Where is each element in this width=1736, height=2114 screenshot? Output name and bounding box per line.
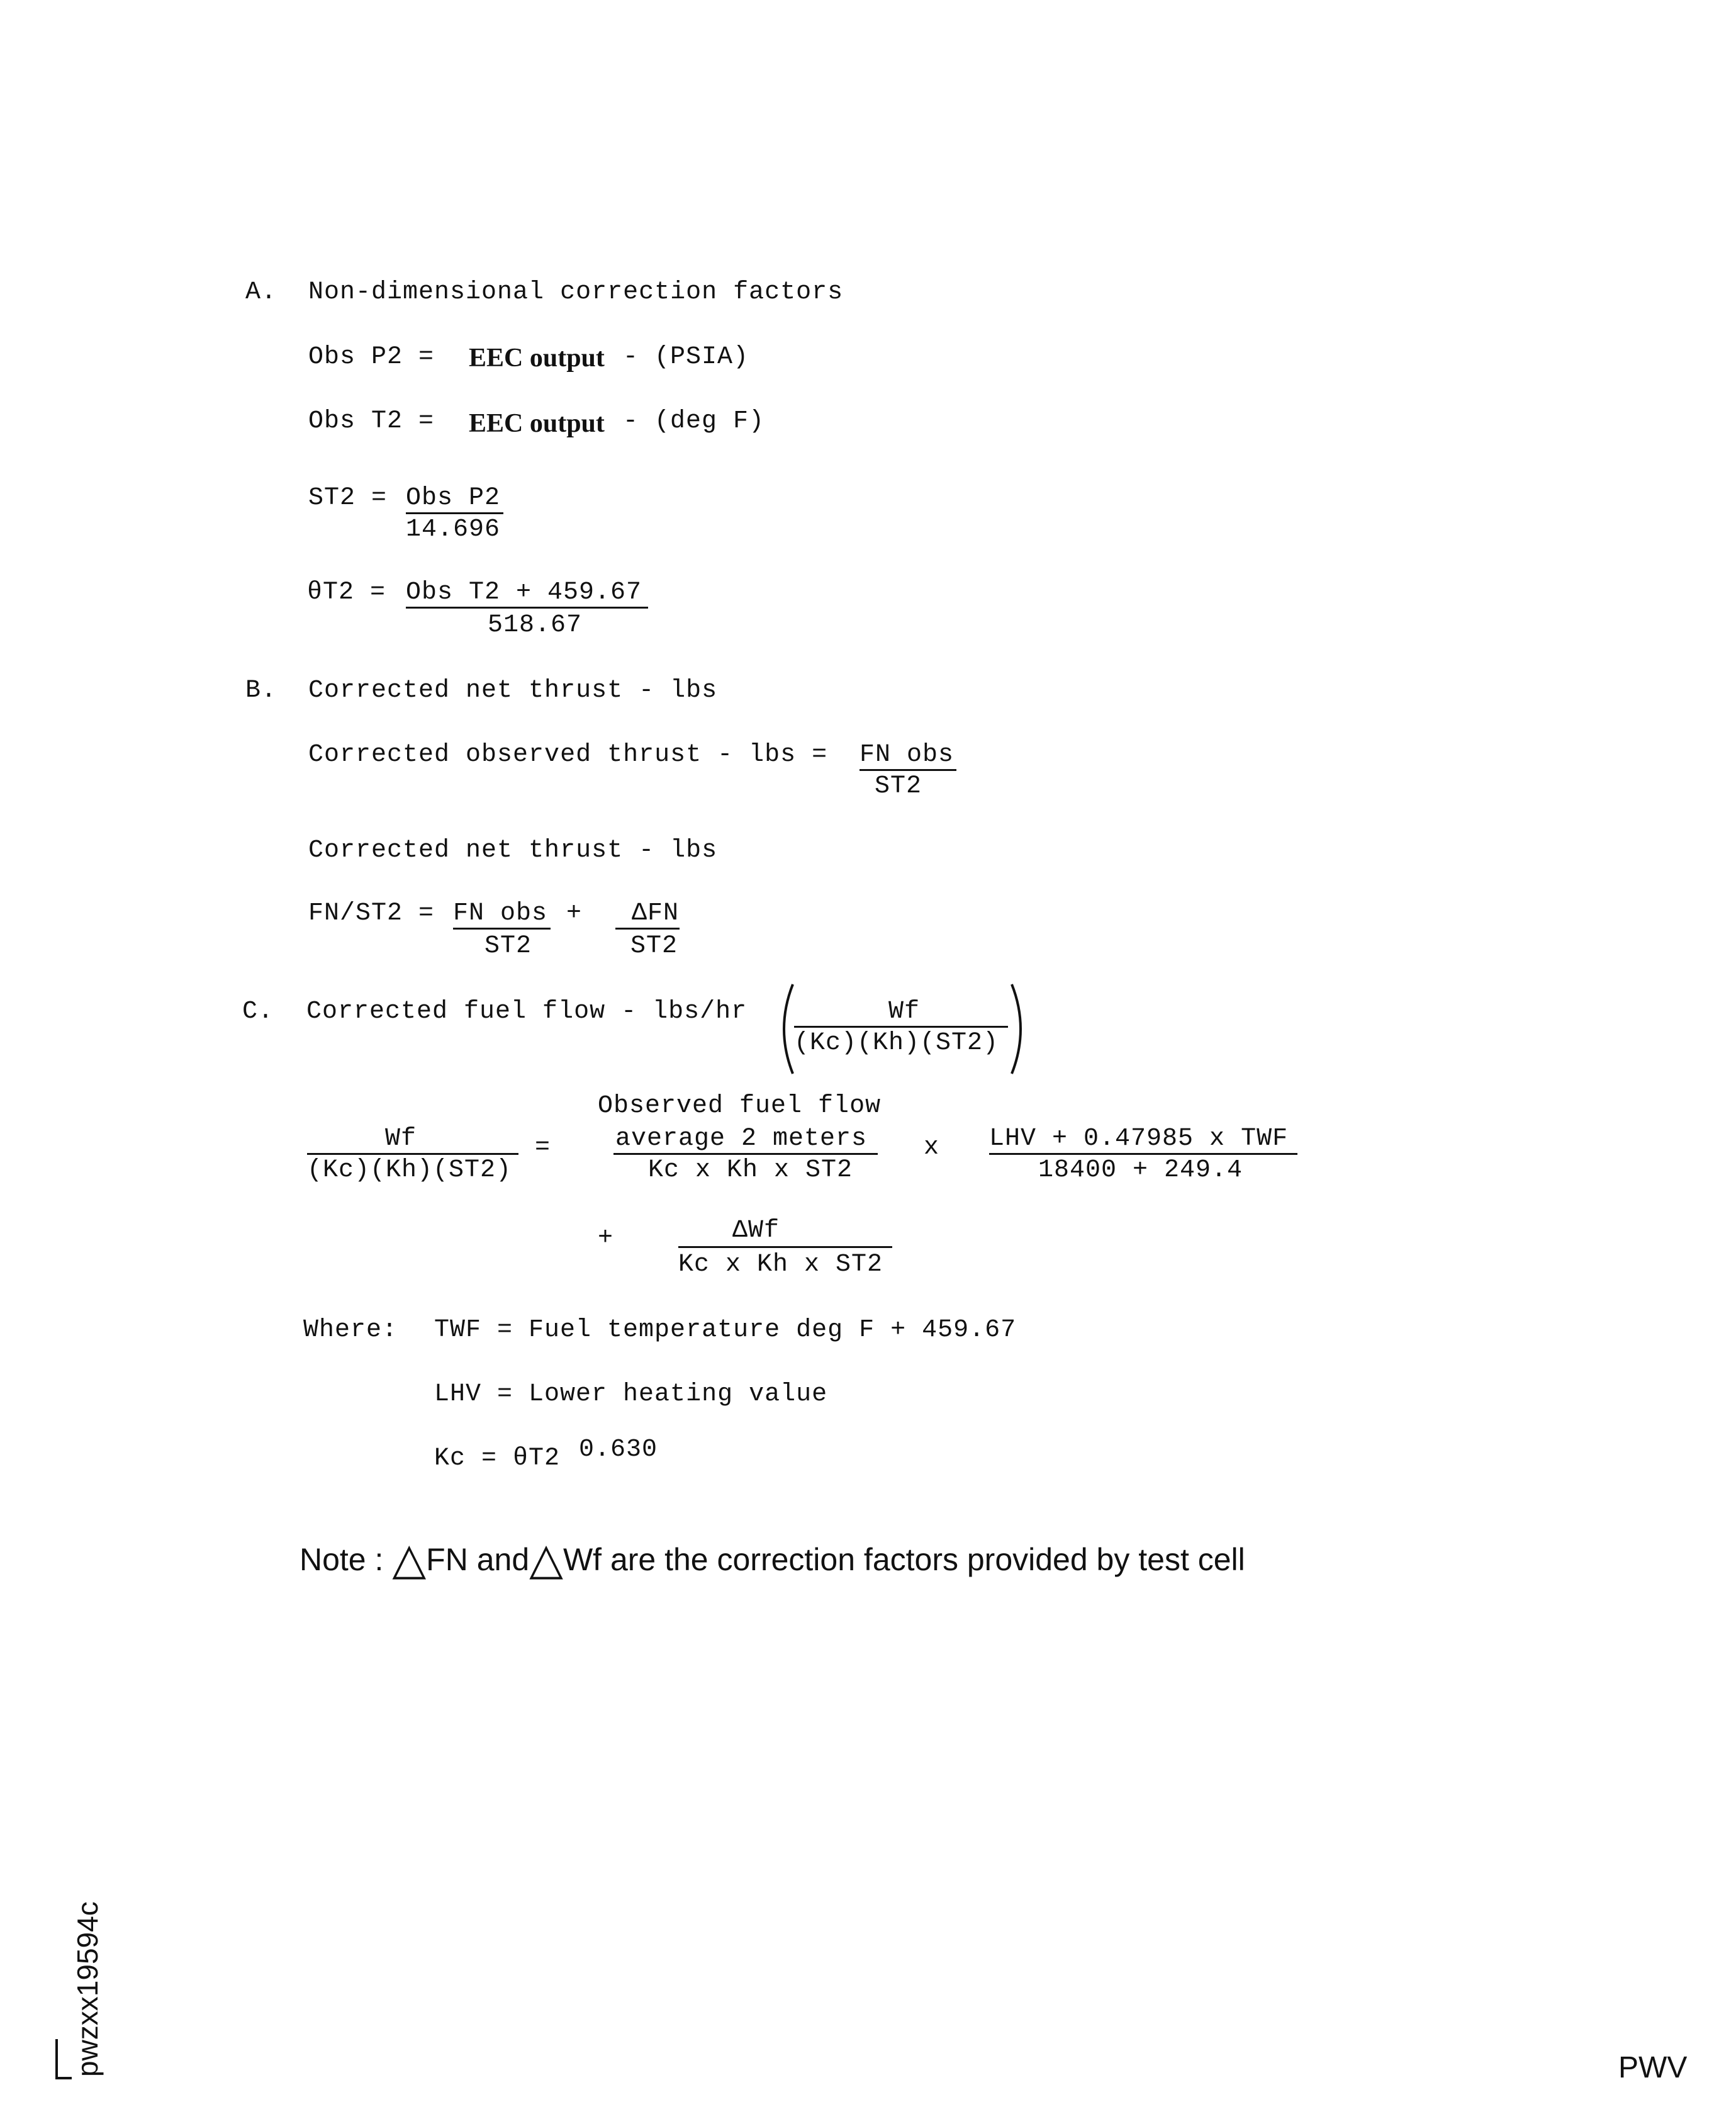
obs-t2-unit: - (deg F) bbox=[623, 407, 765, 436]
note-prefix: Note : bbox=[300, 1542, 384, 1577]
observed-fuel-flow-label: Observed fuel flow bbox=[598, 1092, 882, 1120]
kc-exponent: 0.630 bbox=[579, 1436, 658, 1464]
lhv-fraction-bar bbox=[989, 1153, 1297, 1155]
st2-fraction-bar bbox=[406, 512, 503, 514]
average-2-meters: average 2 meters bbox=[615, 1125, 868, 1153]
note-line bbox=[300, 1534, 1245, 1583]
corrected-observed-thrust-lhs: Corrected observed thrust - lbs = bbox=[308, 741, 828, 769]
st2-denominator: 14.696 bbox=[406, 515, 501, 544]
where-label: Where: bbox=[303, 1316, 398, 1344]
delta-fn-fraction-bar bbox=[615, 928, 680, 930]
st2-lhs: ST2 = bbox=[308, 484, 388, 512]
section-b-heading: Corrected net thrust - lbs bbox=[308, 677, 718, 705]
kc-definition: Kc = θT2 bbox=[434, 1444, 561, 1473]
page-code: PWV bbox=[1618, 2051, 1688, 2084]
left-parenthesis bbox=[773, 982, 797, 1076]
fuel-flow-equals: = bbox=[535, 1133, 551, 1162]
lhv-definition: LHV = Lower heating value bbox=[434, 1380, 828, 1408]
corrected-observed-thrust-fraction-bar bbox=[860, 769, 956, 771]
corrected-net-thrust-heading: Corrected net thrust - lbs bbox=[308, 836, 718, 865]
observed-fuel-flow-denominator: Kc x Kh x ST2 bbox=[648, 1156, 853, 1184]
theta-t2-lhs: θT2 = bbox=[307, 578, 386, 607]
note-fn-and: FN and bbox=[426, 1542, 530, 1577]
section-a-heading: Non-dimensional correction factors bbox=[308, 278, 844, 306]
fn-st2-lhs: FN/ST2 = bbox=[308, 899, 435, 928]
corrected-observed-thrust-denominator: ST2 bbox=[875, 772, 922, 801]
theta-t2-fraction-bar bbox=[406, 607, 648, 609]
obs-p2-name: Obs P2 = bbox=[308, 343, 435, 371]
fn-obs-numerator: FN obs bbox=[453, 899, 548, 928]
twf-definition: TWF = Fuel temperature deg F + 459.67 bbox=[434, 1316, 1017, 1344]
obs-t2-name: Obs T2 = bbox=[308, 407, 435, 436]
fn-plus: + bbox=[566, 899, 583, 928]
fn-obs-fraction-bar bbox=[453, 928, 551, 930]
theta-t2-denominator: 518.67 bbox=[488, 611, 583, 639]
theta-t2-numerator: Obs T2 + 459.67 bbox=[406, 578, 642, 607]
paren-fraction-bar bbox=[794, 1026, 1008, 1028]
section-a-label: A. bbox=[245, 278, 277, 306]
obs-p2-unit: - (PSIA) bbox=[623, 343, 749, 371]
delta-fn-denominator: ST2 bbox=[630, 932, 678, 960]
obs-p2-value: EEC output bbox=[469, 344, 605, 373]
delta-wf-icon: △ bbox=[529, 1534, 563, 1583]
wf-lhs-denominator: (Kc)(Kh)(ST2) bbox=[307, 1156, 512, 1184]
paren-denominator: (Kc)(Kh)(ST2) bbox=[794, 1029, 999, 1057]
delta-wf-denominator: Kc x Kh x ST2 bbox=[678, 1251, 883, 1279]
corrected-observed-thrust-numerator: FN obs bbox=[860, 741, 955, 769]
right-parenthesis bbox=[1008, 982, 1032, 1076]
delta-wf-plus: + bbox=[598, 1224, 614, 1252]
lhv-numerator: LHV + 0.47985 x TWF bbox=[989, 1125, 1289, 1153]
section-b-label: B. bbox=[245, 677, 277, 705]
note-rest: Wf are the correction factors provided by test cell bbox=[563, 1542, 1245, 1577]
section-c-heading: Corrected fuel flow - lbs/hr bbox=[306, 998, 748, 1026]
delta-wf-fraction-bar bbox=[678, 1246, 892, 1248]
document-id: pwzxx19594c bbox=[71, 1901, 104, 2077]
delta-wf-numerator: ΔWf bbox=[732, 1217, 780, 1245]
obs-t2-value: EEC output bbox=[469, 409, 605, 438]
delta-fn-numerator: ΔFN bbox=[632, 899, 680, 928]
wf-lhs-fraction-bar bbox=[307, 1153, 518, 1155]
corner-bracket-mark bbox=[55, 2039, 72, 2079]
section-c-label: C. bbox=[242, 998, 274, 1026]
fn-obs-denominator: ST2 bbox=[484, 932, 532, 960]
wf-lhs-numerator: Wf bbox=[385, 1125, 417, 1153]
multiply-sign: x bbox=[924, 1133, 940, 1162]
observed-fuel-flow-fraction-bar bbox=[613, 1153, 878, 1155]
delta-fn-icon: △ bbox=[392, 1534, 427, 1583]
paren-wf-numerator: Wf bbox=[888, 998, 921, 1026]
st2-numerator: Obs P2 bbox=[406, 484, 501, 512]
lhv-denominator: 18400 + 249.4 bbox=[1038, 1156, 1243, 1184]
